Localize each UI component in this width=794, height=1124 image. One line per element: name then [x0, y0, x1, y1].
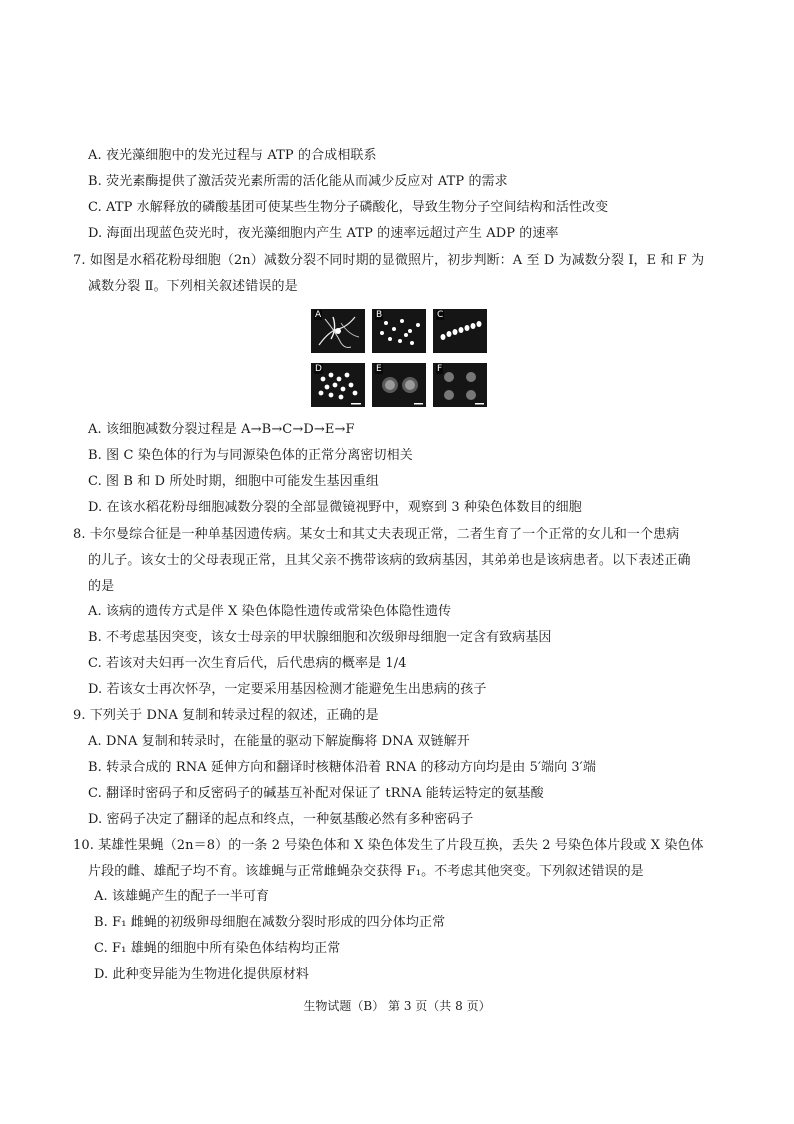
q6-option-b: B. 荧光素酶提供了激活荧光素所需的活化能从而减少反应对 ATP 的需求: [88, 174, 508, 189]
page-footer: 生物试题（B） 第 3 页（共 8 页）: [303, 999, 491, 1013]
q8-option-c: C. 若该对夫妇再一次生育后代，后代患病的概率是 1/4: [88, 656, 407, 671]
q10-stem-line2: 片段的雌、雄配子均不育。该雄蝇与正常雌蝇杂交获得 F₁。不考虑其他突变。下列叙述错误的是: [88, 864, 644, 879]
q10-option-c: C. F₁ 雄蝇的细胞中所有染色体结构均正常: [94, 941, 341, 956]
q8-option-a: A. 该病的遗传方式是伴 X 染色体隐性遗传或常染色体隐性遗传: [88, 604, 452, 619]
q10-option-d: D. 此种变异能为生物进化提供原材料: [94, 967, 310, 982]
q6-option-d: D. 海面出现蓝色荧光时，夜光藻细胞内产生 ATP 的速率远超过产生 ADP 的速率: [88, 226, 559, 241]
q8-stem-line3: 的是: [88, 579, 115, 594]
q6-option-a: A. 夜光藻细胞中的发光过程与 ATP 的合成相联系: [88, 148, 377, 163]
micrograph-d: [311, 363, 365, 407]
micrograph-b: [372, 309, 426, 353]
q8-stem-line2: 的儿子。该女士的父母表现正常，且其父亲不携带该病的致病基因，其弟弟也是该病患者。以下表述正确: [88, 553, 691, 568]
q9-stem: 9. 下列关于 DNA 复制和转录过程的叙述，正确的是: [73, 708, 379, 723]
q9-option-a: A. DNA 复制和转录时，在能量的驱动下解旋酶将 DNA 双链解开: [88, 734, 470, 749]
q9-option-c: C. 翻译时密码子和反密码子的碱基互补配对保证了 tRNA 能转运特定的氨基酸: [88, 786, 544, 801]
q7-stem-line1: 7. 如图是水稻花粉母细胞（2n）减数分裂不同时期的显微照片，初步判断：A 至 D 为减数分裂 Ⅰ，E 和 F 为: [73, 253, 705, 268]
micrograph-a: [311, 309, 365, 353]
micrograph-b-label: B: [376, 310, 383, 320]
q10-option-a: A. 该雄蝇产生的配子一半可育: [94, 889, 270, 904]
q7-option-a: A. 该细胞减数分裂过程是 A→B→C→D→E→F: [88, 422, 355, 437]
micrograph-f-label: F: [437, 364, 443, 374]
micrograph-e: [372, 363, 426, 407]
micrograph-d-label: D: [315, 364, 322, 374]
q8-option-d: D. 若该女士再次怀孕，一定要采用基因检测才能避免生出患病的孩子: [88, 682, 487, 697]
micrograph-a-label: A: [315, 310, 322, 320]
q7-stem-line2: 减数分裂 Ⅱ。下列相关叙述错误的是: [88, 279, 298, 294]
q7-option-b: B. 图 C 染色体的行为与同源染色体的正常分离密切相关: [88, 448, 413, 463]
q8-option-b: B. 不考虑基因突变，该女士母亲的甲状腺细胞和次级卵母细胞一定含有致病基因: [88, 630, 552, 645]
q8-stem-line1: 8. 卡尔曼综合征是一种单基因遗传病。某女士和其丈夫表现正常，二者生育了一个正常的女儿和一个患病: [73, 527, 680, 542]
micrograph-e-label: E: [376, 364, 382, 374]
micrograph-c: [433, 309, 487, 353]
q10-stem-line1: 10. 某雄性果蝇（2n＝8）的一条 2 号染色体和 X 染色体发生了片段互换，丢失 2 号染色体片段或 X 染色体: [73, 838, 704, 853]
micrograph-c-label: C: [437, 310, 444, 320]
q10-option-b: B. F₁ 雌蝇的初级卵母细胞在减数分裂时形成的四分体均正常: [94, 915, 446, 930]
q7-option-c: C. 图 B 和 D 所处时期，细胞中可能发生基因重组: [88, 474, 379, 489]
q7-option-d: D. 在该水稻花粉母细胞减数分裂的全部显微镜视野中，观察到 3 种染色体数目的细胞: [88, 500, 582, 515]
q9-option-d: D. 密码子决定了翻译的起点和终点，一种氨基酸必然有多种密码子: [88, 812, 474, 827]
micrograph-f: [433, 363, 487, 407]
q6-option-c: C. ATP 水解释放的磷酸基团可使某些生物分子磷酸化，导致生物分子空间结构和活性改变: [88, 200, 609, 215]
q9-option-b: B. 转录合成的 RNA 延伸方向和翻译时核糖体沿着 RNA 的移动方向均是由 5′端向 3′端: [88, 760, 596, 775]
micrograph-figure: [311, 309, 487, 409]
